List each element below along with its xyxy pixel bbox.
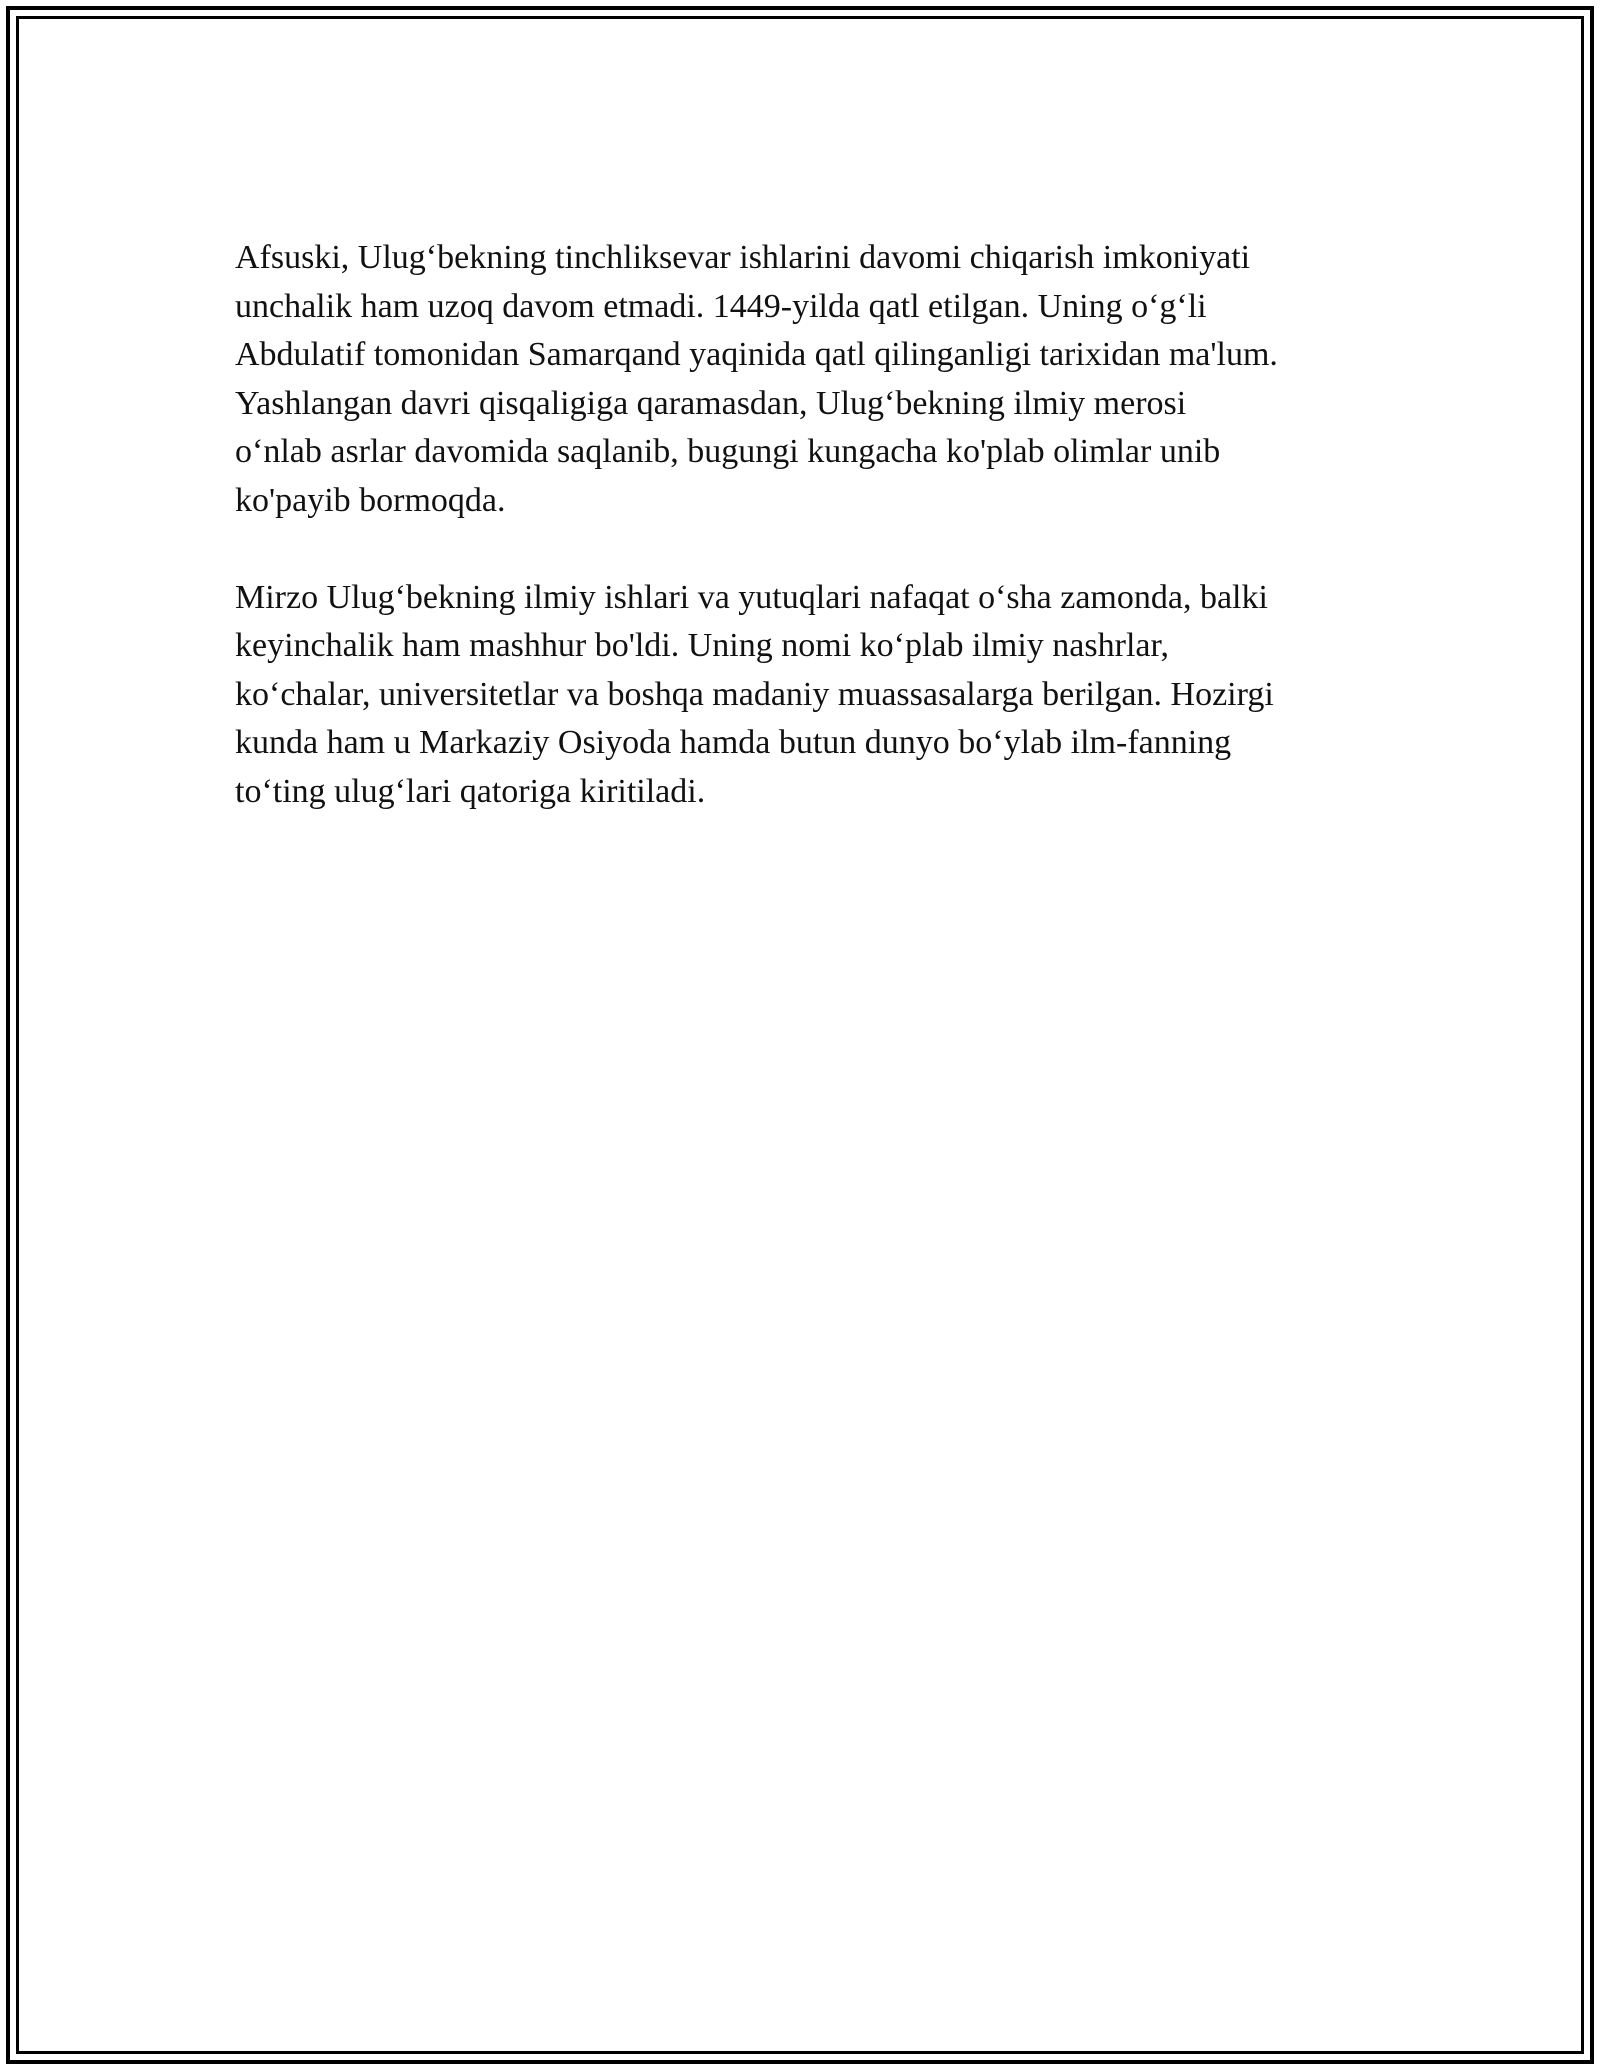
paragraph-line: Abdulatif tomonidan Samarqand yaqinida qatl qilinganligi tarixidan ma'lum.: [235, 336, 1278, 373]
paragraph-line: to‘ting ulug‘lari qatoriga kiritiladi.: [235, 772, 706, 810]
paragraph-2: [235, 574, 1395, 817]
paragraph-line: ko'payib bormoqda.: [235, 481, 506, 519]
paragraph-line: o‘nlab asrlar davomida saqlanib, bugungi kungacha ko'plab olimlar unib: [235, 433, 1221, 470]
paragraph-line: ko‘chalar, universitetlar va boshqa madaniy muassasalarga berilgan. Hozirgi: [235, 675, 1274, 713]
paragraph-line: keyinchalik ham mashhur bo'ldi. Uning nomi ko‘plab ilmiy nashrlar,: [235, 627, 1169, 664]
paragraph-line: Mirzo Ulug‘bekning ilmiy ishlari va yutuqlari nafaqat o‘sha zamonda, balki: [235, 578, 1268, 616]
paragraph-line: Afsuski, Ulug‘bekning tinchliksevar ishlarini davomi chiqarish imkoniyati: [235, 239, 1251, 276]
paragraph-line: Yashlangan davri qisqaligiga qaramasdan, Ulug‘bekning ilmiy merosi: [235, 384, 1187, 422]
document-body: [235, 234, 1395, 816]
paragraph-line: unchalik ham uzoq davom etmadi. 1449-yilda qatl etilgan. Uning o‘g‘li: [235, 287, 1207, 325]
paragraph-1: [235, 234, 1395, 525]
paragraph-line: kunda ham u Markaziy Osiyoda hamda butun dunyo bo‘ylab ilm-fanning: [235, 724, 1232, 761]
